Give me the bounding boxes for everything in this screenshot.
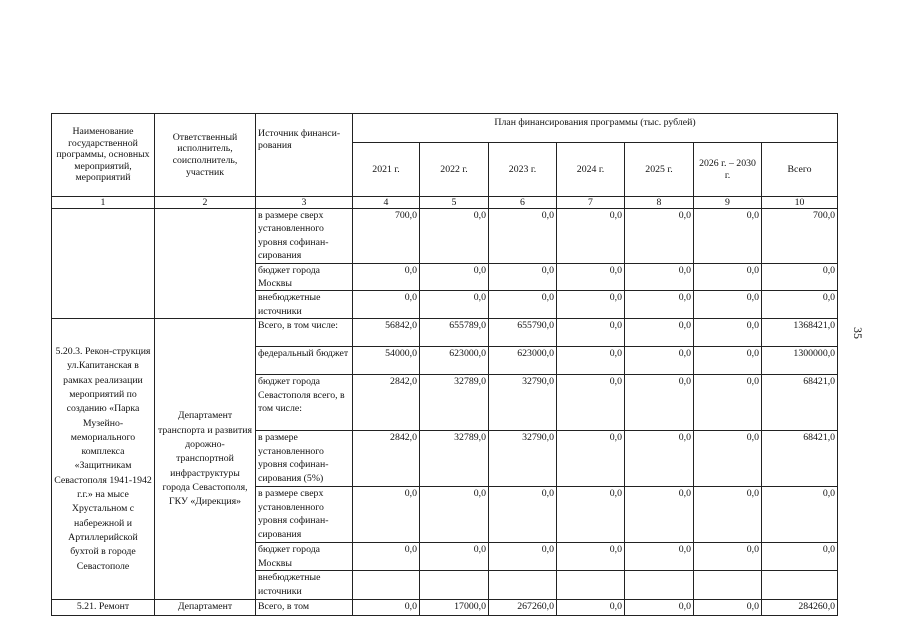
header-responsible: Ответственный исполнитель, соисполнитель, участник <box>155 114 256 197</box>
value-cell: 0,0 <box>762 291 838 319</box>
value-cell: 0,0 <box>694 600 762 615</box>
responsible-cell <box>155 209 256 319</box>
value-cell: 0,0 <box>557 600 625 615</box>
value-cell: 0,0 <box>625 291 694 319</box>
value-cell <box>353 571 420 600</box>
value-cell: 0,0 <box>625 431 694 487</box>
value-cell: 1368421,0 <box>762 319 838 347</box>
value-cell: 0,0 <box>625 543 694 571</box>
value-cell: 68421,0 <box>762 431 838 487</box>
value-cell: 1300000,0 <box>762 347 838 375</box>
table-row <box>52 319 838 347</box>
program-item-name: 5.20.3. Рекон-струкция ул.Капитанская в рамках реализации мероприятий по созданию «Парка Музейно-мемориального комплекса «Защитникам Севастополя 1941-1942 г.г.» на мысе Хрустальном с набережной и Артиллерийской бухтой в городе Севастополе <box>52 319 155 600</box>
source-cell: в размере сверх установленного уровня софинан-сирования <box>256 209 353 264</box>
column-number: 1 <box>52 197 155 209</box>
column-number: 2 <box>155 197 256 209</box>
value-cell: 0,0 <box>694 487 762 543</box>
table-row <box>52 600 838 615</box>
financing-table <box>51 113 838 616</box>
column-number: 8 <box>625 197 694 209</box>
value-cell: 284260,0 <box>762 600 838 615</box>
value-cell: 0,0 <box>557 291 625 319</box>
value-cell: 0,0 <box>557 487 625 543</box>
header-year-2025: 2025 г. <box>625 143 694 197</box>
value-cell: 623000,0 <box>489 347 557 375</box>
value-cell: 0,0 <box>353 600 420 615</box>
value-cell: 68421,0 <box>762 375 838 431</box>
value-cell: 0,0 <box>420 291 489 319</box>
value-cell: 0,0 <box>694 431 762 487</box>
column-number: 9 <box>694 197 762 209</box>
source-cell: бюджет города Москвы <box>256 543 353 571</box>
value-cell: 700,0 <box>353 209 420 264</box>
value-cell: 0,0 <box>353 543 420 571</box>
value-cell: 0,0 <box>694 291 762 319</box>
value-cell: 0,0 <box>557 347 625 375</box>
header-year-2022: 2022 г. <box>420 143 489 197</box>
column-number: 4 <box>353 197 420 209</box>
table-row <box>52 209 838 264</box>
value-cell: 0,0 <box>625 263 694 291</box>
value-cell: 0,0 <box>557 543 625 571</box>
header-source: Источник финанси-рования <box>256 114 353 197</box>
value-cell: 0,0 <box>353 291 420 319</box>
header-row-1 <box>52 114 838 143</box>
value-cell: 0,0 <box>353 487 420 543</box>
value-cell: 0,0 <box>694 263 762 291</box>
header-year-2023: 2023 г. <box>489 143 557 197</box>
source-cell: внебюджетные источники <box>256 571 353 600</box>
value-cell: 32790,0 <box>489 431 557 487</box>
value-cell: 0,0 <box>420 543 489 571</box>
value-cell: 0,0 <box>489 291 557 319</box>
value-cell: 0,0 <box>353 263 420 291</box>
program-item-name: 5.21. Ремонт <box>52 600 155 615</box>
value-cell <box>762 571 838 600</box>
source-cell: Всего, в том числе: <box>256 319 353 347</box>
value-cell: 0,0 <box>420 487 489 543</box>
value-cell: 2842,0 <box>353 375 420 431</box>
value-cell: 0,0 <box>489 543 557 571</box>
value-cell <box>420 571 489 600</box>
header-year-2026-2030: 2026 г. – 2030 г. <box>694 143 762 197</box>
source-cell: внебюджетные источники <box>256 291 353 319</box>
value-cell: 0,0 <box>694 375 762 431</box>
value-cell <box>489 571 557 600</box>
value-cell: 0,0 <box>625 347 694 375</box>
value-cell: 623000,0 <box>420 347 489 375</box>
column-number: 7 <box>557 197 625 209</box>
value-cell: 0,0 <box>762 543 838 571</box>
source-cell: бюджет города Москвы <box>256 263 353 291</box>
value-cell: 0,0 <box>489 263 557 291</box>
value-cell: 0,0 <box>557 209 625 264</box>
column-number: 5 <box>420 197 489 209</box>
column-number: 10 <box>762 197 838 209</box>
source-cell: в размере сверх установленного уровня софинан-сирования <box>256 487 353 543</box>
value-cell: 56842,0 <box>353 319 420 347</box>
source-cell: в размере установленного уровня софинан-сирования (5%) <box>256 431 353 487</box>
header-plan-title: План финансирования программы (тыс. рублей) <box>353 114 838 143</box>
value-cell: 0,0 <box>557 319 625 347</box>
name-cell <box>52 209 155 319</box>
value-cell: 54000,0 <box>353 347 420 375</box>
value-cell: 0,0 <box>625 319 694 347</box>
header-year-2024: 2024 г. <box>557 143 625 197</box>
value-cell <box>694 571 762 600</box>
responsible-party: Департамент транспорта и развития дорожно-транспортной инфраструктуры города Севастополя, ГКУ «Дирекция» <box>155 319 256 600</box>
value-cell: 0,0 <box>625 487 694 543</box>
value-cell: 0,0 <box>557 375 625 431</box>
value-cell: 0,0 <box>420 209 489 264</box>
source-cell: Всего, в том <box>256 600 353 615</box>
value-cell: 0,0 <box>557 263 625 291</box>
value-cell: 32789,0 <box>420 431 489 487</box>
header-year-2021: 2021 г. <box>353 143 420 197</box>
value-cell: 0,0 <box>694 543 762 571</box>
value-cell: 0,0 <box>489 487 557 543</box>
value-cell: 0,0 <box>625 209 694 264</box>
value-cell: 0,0 <box>694 209 762 264</box>
value-cell: 0,0 <box>557 431 625 487</box>
value-cell: 655790,0 <box>489 319 557 347</box>
column-numbers-row <box>52 197 838 209</box>
value-cell: 17000,0 <box>420 600 489 615</box>
value-cell: 0,0 <box>694 319 762 347</box>
value-cell: 0,0 <box>694 347 762 375</box>
value-cell: 2842,0 <box>353 431 420 487</box>
value-cell: 655789,0 <box>420 319 489 347</box>
value-cell <box>625 571 694 600</box>
value-cell: 0,0 <box>625 600 694 615</box>
value-cell: 0,0 <box>762 263 838 291</box>
source-cell: федеральный бюджет <box>256 347 353 375</box>
value-cell: 0,0 <box>625 375 694 431</box>
value-cell: 0,0 <box>420 263 489 291</box>
column-number: 3 <box>256 197 353 209</box>
column-number: 6 <box>489 197 557 209</box>
page-number: 35 <box>851 327 865 339</box>
value-cell: 32789,0 <box>420 375 489 431</box>
value-cell: 0,0 <box>762 487 838 543</box>
responsible-party: Департамент <box>155 600 256 615</box>
value-cell: 32790,0 <box>489 375 557 431</box>
value-cell: 0,0 <box>489 209 557 264</box>
value-cell: 700,0 <box>762 209 838 264</box>
value-cell <box>557 571 625 600</box>
header-total: Всего <box>762 143 838 197</box>
header-program-name: Наименование государственной программы, основных мероприятий, мероприятий <box>52 114 155 197</box>
source-cell: бюджет города Севастополя всего, в том числе: <box>256 375 353 431</box>
value-cell: 267260,0 <box>489 600 557 615</box>
